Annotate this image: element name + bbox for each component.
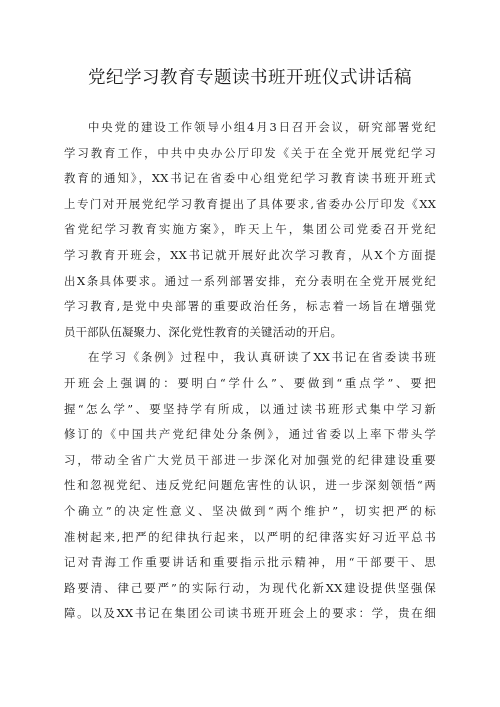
paragraph-2-line-8: 准树起来,把严的纪律执行起来，以严明的纪律落实好习近平总书 [64, 529, 436, 544]
paragraph-1-line-8: 学习教育,是党中央部署的重要政治任务，标志着一场旨在增强党 [64, 299, 436, 314]
paragraph-1-line-1: 中央党的建设工作领导小组4月3日召开会议，研究部署党纪 [88, 120, 436, 134]
paragraph-1-line-4: 上专门对开展党纪学习教育提出了具体要求,省委办公厅印发《XX [64, 196, 436, 211]
paragraph-2-line-4: 修订的《中国共产党纪律处分条例》，通过省委以上率下带头学 [64, 427, 436, 442]
paragraph-1-line-2: 学习教育工作，中共中央办公厅印发《关于在全党开展党纪学习 [64, 145, 436, 160]
paragraph-1-line-3: 教育的通知》，XX书记在省委中心组党纪学习教育读书班开班式 [64, 171, 436, 186]
paragraph-2-line-5: 习，带动全省广大党员干部进一步深化对加强党的纪律建设重要 [64, 452, 436, 467]
paragraph-2-line-7: 个确立”的决定性意义、坚决做到“两个维护”，切实把严的标 [64, 503, 436, 518]
document-body [64, 115, 436, 627]
paragraph-2-line-11: 障。以及XX书记在集团公司读书班开班会上的要求：学，贵在细 [64, 606, 436, 621]
paragraph-2-line-2: 开班会上强调的：要明白“学什么”、要做到“重点学”、要把 [64, 375, 436, 390]
paragraph-1-line-5: 省党纪学习教育实施方案》，昨天上午，集团公司党委召开党纪 [64, 222, 436, 237]
paragraph-1-line-9: 员干部队伍凝聚力、深化党性教育的关键活动的开启。 [64, 324, 343, 339]
paragraph-2-line-6: 性和忽视党纪、违反党纪问题危害性的认识，进一步深刻领悟“两 [64, 478, 436, 493]
paragraph-2-line-1: 在学习《条例》过程中，我认真研读了XX书记在省委读书班 [88, 350, 436, 365]
paragraph-1-line-7: 出X条具体要求。通过一系列部署安排，充分表明在全党开展党纪 [64, 273, 436, 288]
document-title: 党纪学习教育专题读书班开班仪式讲话稿 [88, 68, 412, 88]
paragraph-2-line-10: 路要清、律己要严”的实际行动，为现代化新XX建设提供坚强保 [64, 580, 436, 595]
paragraph-2-line-3: 握“怎么学”、要坚持学有所成，以通过读书班形式集中学习新 [64, 401, 436, 416]
paragraph-2-line-9: 记对青海工作重要讲话和重要指示批示精神，用“干部要干、思 [64, 555, 436, 570]
paragraph-1-line-6: 学习教育开班会，XX书记就开展好此次学习教育，从X个方面提 [64, 247, 436, 262]
